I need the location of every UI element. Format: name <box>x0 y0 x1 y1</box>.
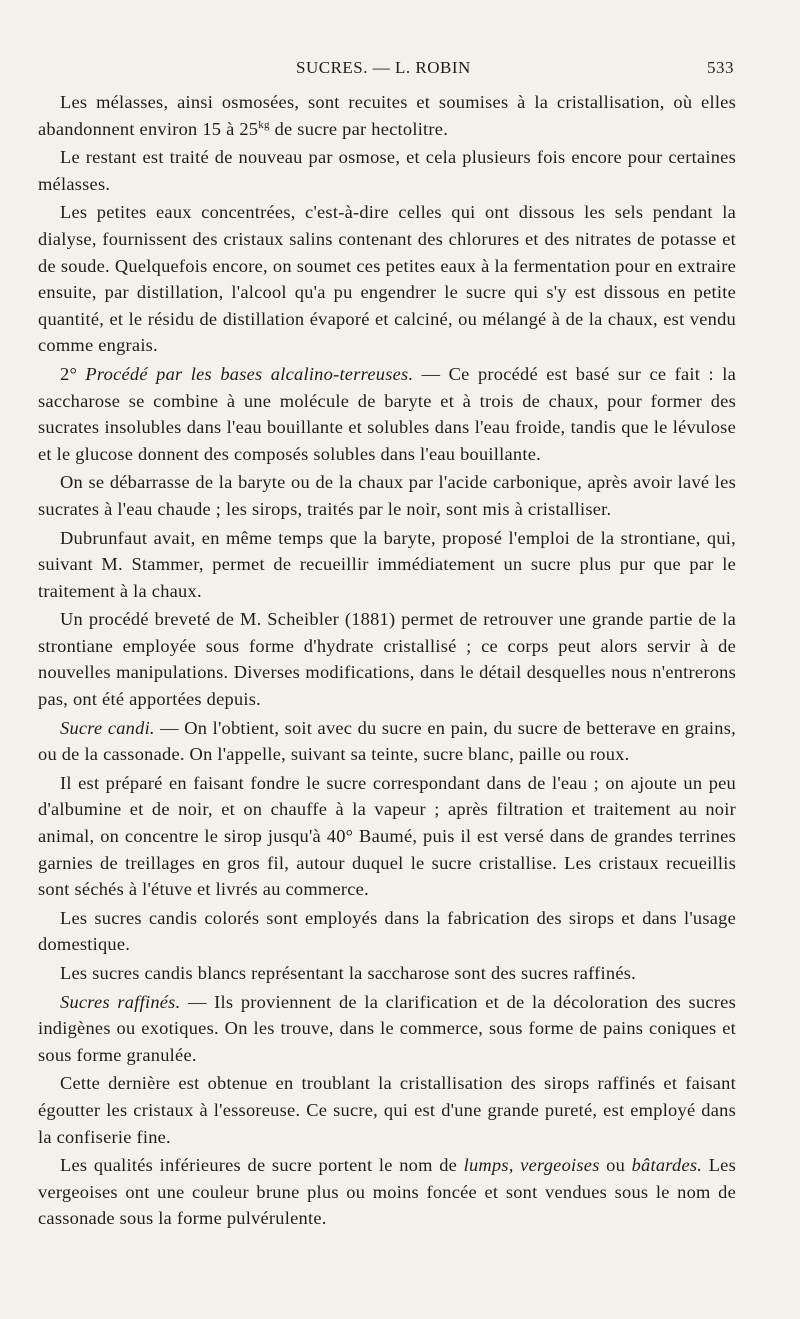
paragraph <box>38 361 736 467</box>
text-run: Les qualités inférieures de sucre portent le nom de <box>60 1155 464 1176</box>
text-run: On se débarrasse de la baryte ou de la chaux par l'acide carbonique, après avoir lavé les sucrates à l'eau chaude ; les sirops, traités par le noir, sont mis à cristalliser. <box>38 472 736 519</box>
paragraph <box>38 905 736 958</box>
paragraph <box>38 606 736 712</box>
italic-text: bâtardes. <box>631 1155 703 1176</box>
paragraph <box>38 469 736 522</box>
text-run: — On l'obtient, soit avec du sucre en pain, du sucre de betterave en grains, ou de la cassonade. On l'appelle, suivant sa teinte, sucre blanc, paille ou roux. <box>38 717 736 765</box>
paragraph <box>38 989 736 1069</box>
text-run: — Ce procédé est basé sur ce fait : la saccharose se combine à une molécule de baryte et à trois de chaux, pour former des sucrates insolubles dans l'eau bouillante et solubles dans l'eau froide, tandis que le lévulose et le glucose donnent des composés solubles dans l'eau bouillante. <box>38 363 736 464</box>
text-run: Les vergeoises ont une couleur brune plus ou moins foncée et sont vendues sous le nom de cassonade sous la forme pulvérulente. <box>38 1155 737 1229</box>
paragraph <box>38 144 736 197</box>
paragraph <box>38 715 736 768</box>
paragraph <box>38 199 736 359</box>
text-run: Cette dernière est obtenue en troublant la cristallisation des sirops raffinés et faisant égoutter les cristaux à l'essoreuse. Ce sucre, qui est d'une grande pureté, est employé dans la confiserie fine. <box>38 1073 736 1147</box>
superscript-text: kg <box>258 118 270 131</box>
text-run: Les sucres candis blancs représentant la saccharose sont des sucres raffinés. <box>60 963 637 983</box>
paragraph <box>38 1152 736 1232</box>
text-run: Le restant est traité de nouveau par osmose, et cela plusieurs fois encore pour certaines mélasses. <box>38 147 736 194</box>
text-run: ou <box>599 1155 632 1176</box>
text-run: — Ils proviennent de la clarification et de la décoloration des sucres indigènes ou exotiques. On les trouve, dans le commerce, sous forme de pains coniques et sous forme granulée. <box>38 991 736 1065</box>
paragraph <box>38 1070 736 1150</box>
italic-text: Sucres raffinés. <box>60 991 181 1012</box>
text-run: 2° <box>60 363 86 384</box>
italic-text: lumps, vergeoises <box>463 1155 600 1176</box>
paragraph <box>38 525 736 605</box>
page-number: 533 <box>707 58 734 77</box>
body-text <box>38 89 736 1232</box>
paragraph <box>38 89 736 142</box>
text-run: Un procédé breveté de M. Scheibler (1881) permet de retrouver une grande partie de la strontiane employée sous forme d'hydrate cristallisé ; ce corps peut alors servir à de nouvelles manipulations. Diverses modifications, dans le détail desquelles nous n'entrerons pas, ont été apportées depuis. <box>38 609 736 710</box>
paragraph <box>38 960 736 987</box>
text-run: Il est préparé en faisant fondre le sucre correspondant dans de l'eau ; on ajoute un peu d'albumine et de noir, et on chauffe à la vapeur ; après filtration et traitement au noir animal, on concentre le sirop jusqu'à 40° Baumé, puis il est versé dans de grandes terrines garnies de treillages en gros fil, autour duquel le sucre cristallise. Les cristaux recueillis sont séchés à l'étuve et livrés au commerce. <box>38 772 736 900</box>
text-run: Les mélasses, ainsi osmosées, sont recuites et soumises à la cristallisation, où elles abandonnent environ 15 à 25 <box>38 92 736 139</box>
italic-text: Procédé par les bases alcalino-terreuses. <box>85 363 414 384</box>
text-run: de sucre par hectolitre. <box>269 118 449 139</box>
text-run: Les sucres candis colorés sont employés dans la fabrication des sirops et dans l'usage domestique. <box>38 907 736 955</box>
text-run: Dubrunfaut avait, en même temps que la baryte, proposé l'emploi de la strontiane, qui, suivant M. Stammer, permet de recueillir immédiatement un sucre plus pur que par le traitement à la chaux. <box>38 527 736 601</box>
paragraph <box>38 770 736 903</box>
running-header <box>38 58 734 82</box>
running-title: SUCRES. — L. ROBIN <box>296 58 471 77</box>
italic-text: Sucre candi. <box>60 717 155 738</box>
text-run: Les petites eaux concentrées, c'est-à-dire celles qui ont dissous les sels pendant la dialyse, fournissent des cristaux salins contenant des chlorures et des nitrates de potasse et de soude. Quelquefois encore, on soumet ces petites eaux à la fermentation pour en extraire ensuite, par distillation, l'alcool qu'a pu engendrer le sucre qui s'y est dissous en petite quantité, et le résidu de distillation évaporé et calciné, ou mélangé à de la chaux, est vendu comme engrais. <box>38 202 736 356</box>
